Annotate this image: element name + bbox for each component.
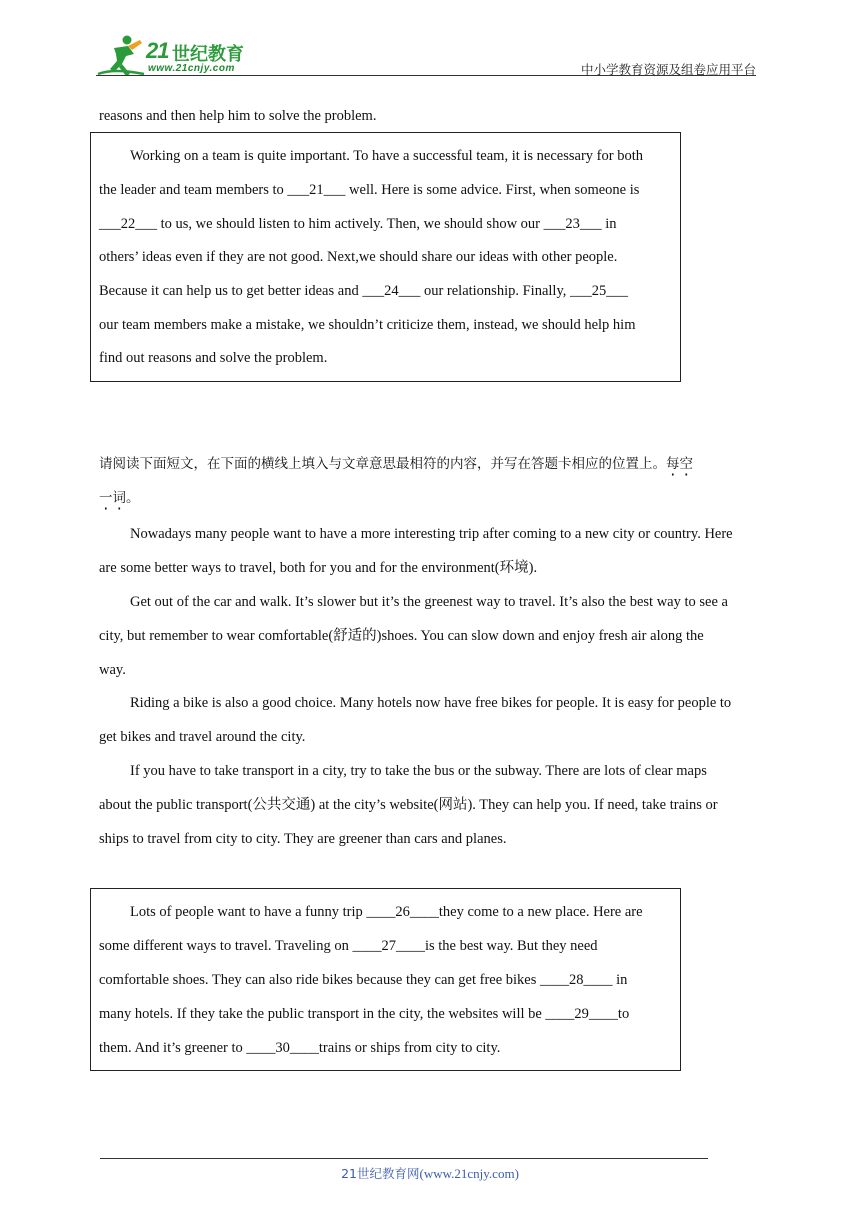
platform-name: 中小学教育资源及组卷应用平台 xyxy=(580,62,756,77)
box1-line: the leader and team members to ___21___ well. Here is some advice. First, when someone is xyxy=(99,182,640,198)
footer-divider xyxy=(100,1158,708,1159)
continued-text: reasons and then help him to solve the problem. xyxy=(99,108,377,124)
box1-line: others’ ideas even if they are not good. Next,we should share our ideas with other people. xyxy=(99,249,618,265)
passage-line: Get out of the car and walk. It’s slower but it’s the greenest way to travel. It’s also the best way to see a xyxy=(130,594,728,610)
header-divider xyxy=(96,75,756,76)
logo-number: 21 xyxy=(146,38,169,63)
passage-line: ships to travel from city to city. They are greener than cars and planes. xyxy=(99,831,507,847)
page-header xyxy=(0,0,860,80)
logo-name: 世纪教育 xyxy=(172,44,244,65)
footer-url: (www.21cnjy.com) xyxy=(419,1166,519,1181)
logo-url: www.21cnjy.com xyxy=(148,63,235,74)
passage-line: get bikes and travel around the city. xyxy=(99,729,306,745)
passage-line: If you have to take transport in a city, try to take the bus or the subway. There are lots of clear maps xyxy=(130,763,707,779)
instruction-line-1 xyxy=(99,454,693,474)
emphasized-char: 空 xyxy=(679,456,693,472)
instruction-text: 请阅读下面短文，在下面的横线上填入与文章意思最相符的内容，并写在答题卡相应的位置上。 xyxy=(99,456,666,472)
passage-line: Riding a bike is also a good choice. Many hotels now have free bikes for people. It is easy for people to xyxy=(130,695,732,711)
passage-line: are some better ways to travel, both for you and for the environment(环境). xyxy=(99,560,538,576)
runner-logo-icon xyxy=(94,34,150,78)
box1-line: Because it can help us to get better ideas and ___24___ our relationship. Finally, ___25___ xyxy=(99,283,629,299)
emphasized-char: 一 xyxy=(99,490,113,506)
instruction-end: 。 xyxy=(126,490,140,506)
box1-line: ___22___ to us, we should listen to him actively. Then, we should show our ___23___ in xyxy=(99,216,617,232)
footer-site: 21世纪教育网 xyxy=(341,1166,420,1181)
passage-line: Nowadays many people want to have a more interesting trip after coming to a new city or country. Here xyxy=(130,526,733,542)
box1-line: Working on a team is quite important. To have a successful team, it is necessary for both xyxy=(130,148,643,164)
box2-line: Lots of people want to have a funny trip ____26____they come to a new place. Here are xyxy=(130,904,643,920)
site-logo xyxy=(94,34,264,78)
box2-line: them. And it’s greener to ____30____trains or ships from city to city. xyxy=(99,1040,501,1056)
box2-line: some different ways to travel. Traveling on ____27____is the best way. But they need xyxy=(99,938,598,954)
box1-line: find out reasons and solve the problem. xyxy=(99,350,328,366)
instruction-line-2 xyxy=(99,488,140,508)
passage-line: city, but remember to wear comfortable(舒适的)shoes. You can slow down and enjoy fresh air along the xyxy=(99,628,704,644)
passage-line: way. xyxy=(99,662,126,678)
box2-line: comfortable shoes. They can also ride bikes because they can get free bikes ____28____ in xyxy=(99,972,628,988)
box2-line: many hotels. If they take the public transport in the city, the websites will be ____29____to xyxy=(99,1006,630,1022)
page-footer xyxy=(0,1164,860,1182)
emphasized-char: 每 xyxy=(666,456,680,472)
passage-line: about the public transport(公共交通) at the city’s website(网站). They can help you. If need, take trains or xyxy=(99,797,718,813)
emphasized-char: 词 xyxy=(112,490,126,506)
box1-line: our team members make a mistake, we shouldn’t criticize them, instead, we should help him xyxy=(99,317,636,333)
